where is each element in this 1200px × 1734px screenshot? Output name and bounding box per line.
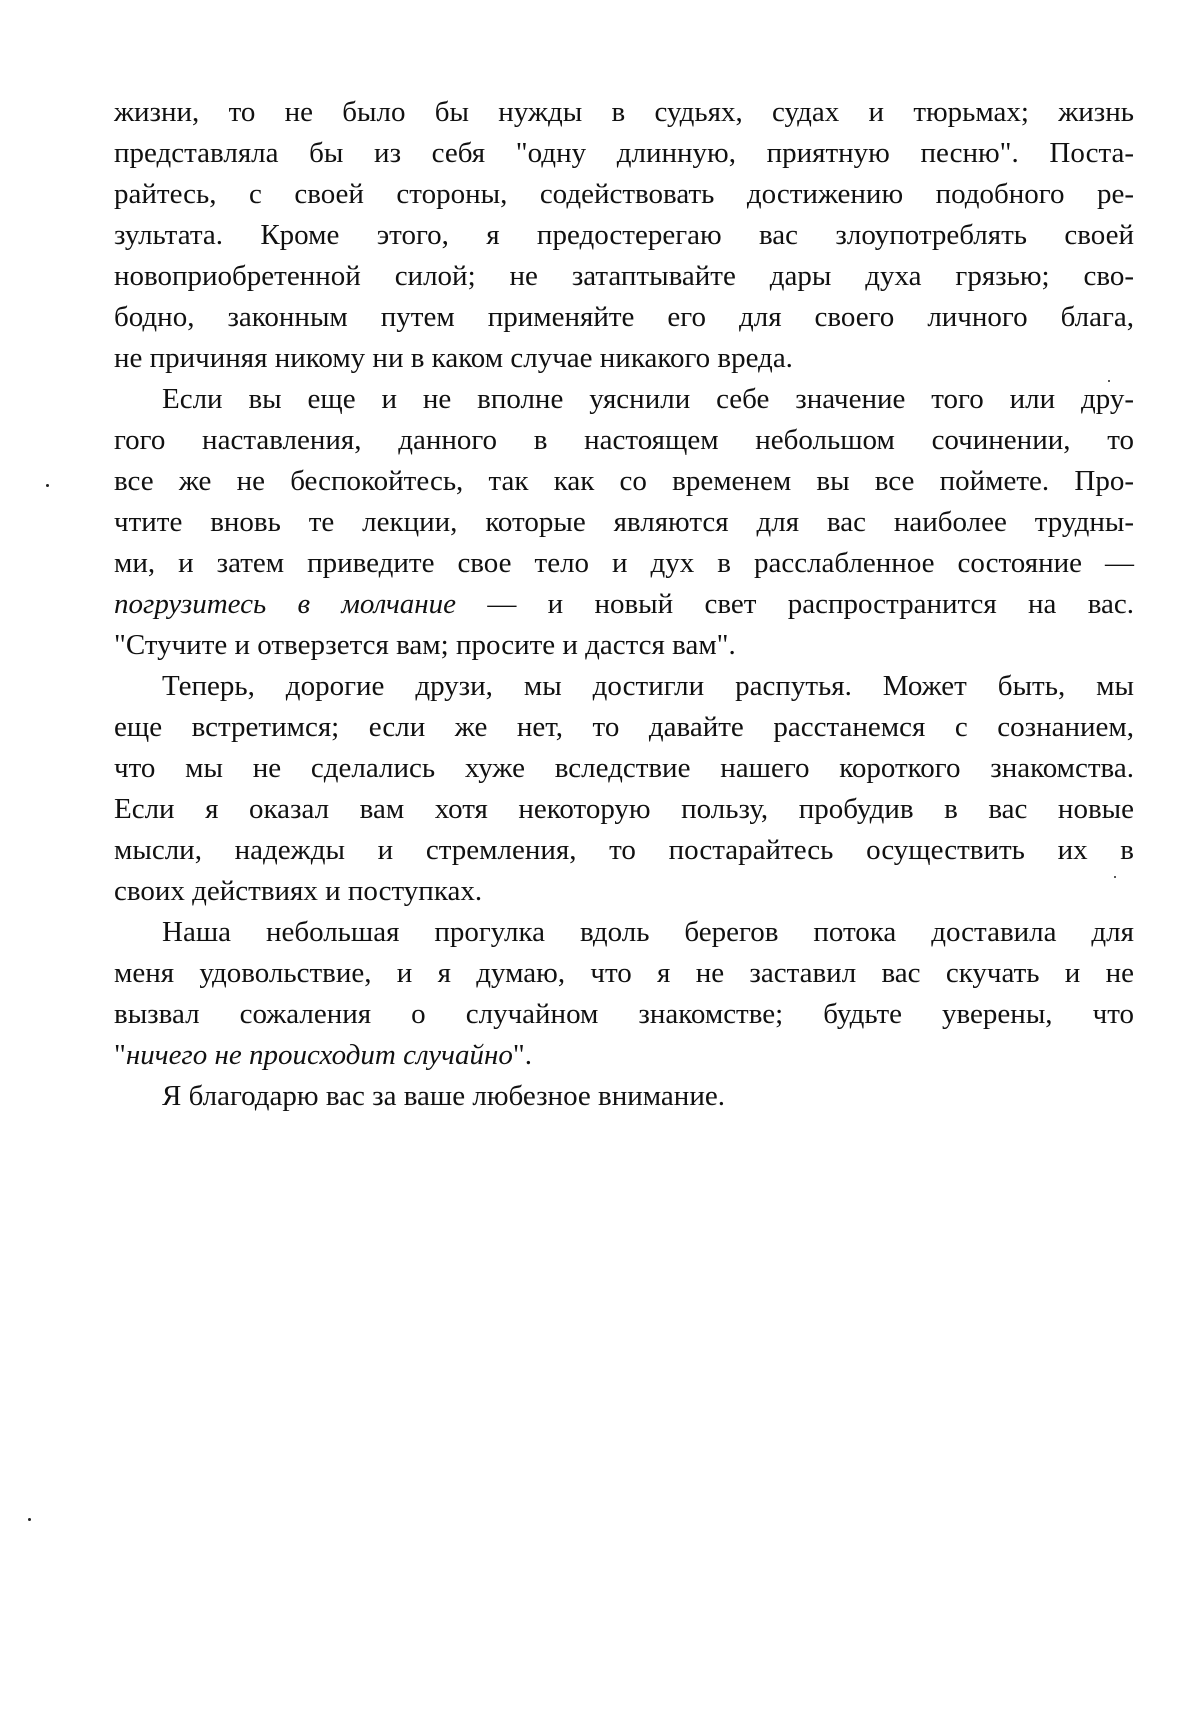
- paragraph: [114, 912, 1134, 1076]
- text-line: [114, 1035, 1134, 1076]
- text-line: [114, 379, 1134, 420]
- scan-speck: [1108, 380, 1110, 382]
- text-line: [114, 256, 1134, 297]
- text-run: представляла бы из себя "одну длинную, приятную песню". Поста-: [114, 137, 1134, 169]
- text-run: все же не беспокойтесь, так как со временем вы все поймете. Про-: [114, 465, 1134, 497]
- text-run: — и новый свет распространится на вас.: [456, 588, 1135, 620]
- scan-speck: [28, 1518, 31, 1521]
- text-run: райтесь, с своей стороны, содействовать достижению подобного ре-: [114, 178, 1134, 210]
- text-run: бодно, законным путем применяйте его для своего личного блага,: [114, 301, 1134, 333]
- scan-speck: [1114, 876, 1116, 878]
- text-run: мысли, надежды и стремления, то постарайтесь осуществить их в: [114, 834, 1134, 866]
- scan-speck: [46, 484, 49, 487]
- paragraph: [114, 1076, 1134, 1117]
- text-line: [114, 584, 1134, 625]
- text-run: гого наставления, данного в настоящем небольшом сочинении, то: [114, 424, 1134, 456]
- text-line: [114, 297, 1134, 338]
- text-run: еще встретимся; если же нет, то давайте расстанемся с сознанием,: [114, 711, 1134, 743]
- text-line: [114, 502, 1134, 543]
- text-run: меня удовольствие, и я думаю, что я не заставил вас скучать и не: [114, 957, 1134, 989]
- text-run: Я благодарю вас за ваше любезное внимание.: [162, 1080, 725, 1112]
- text-run: Если я оказал вам хотя некоторую пользу, пробудив в вас новые: [114, 793, 1134, 825]
- text-line: [114, 707, 1134, 748]
- text-run: ": [114, 1039, 126, 1071]
- italic-phrase: погрузитесь в молчание: [114, 588, 457, 620]
- text-line: [114, 748, 1134, 789]
- paragraph: [114, 379, 1134, 666]
- italic-phrase: ничего не происходит случайно: [125, 1039, 513, 1071]
- text-line: [114, 133, 1134, 174]
- text-run: чтите вновь те лекции, которые являются для вас наиболее трудны-: [114, 506, 1134, 538]
- body-text: [114, 92, 1134, 1117]
- text-line: [114, 1076, 1134, 1117]
- text-run: Если вы еще и не вполне уяснили себе значение того или дру-: [162, 383, 1134, 415]
- text-line: [114, 789, 1134, 830]
- text-run: жизни, то не было бы нужды в судьях, судах и тюрьмах; жизнь: [114, 96, 1134, 128]
- text-run: Наша небольшая прогулка вдоль берегов потока доставила для: [162, 916, 1134, 948]
- text-line: [114, 666, 1134, 707]
- paragraph: [114, 92, 1134, 379]
- text-run: своих действиях и поступках.: [114, 875, 483, 907]
- text-line: [114, 953, 1134, 994]
- text-line: [114, 338, 1134, 379]
- text-line: [114, 871, 1134, 912]
- text-line: [114, 830, 1134, 871]
- text-run: не причиняя никому ни в каком случае никакого вреда.: [114, 342, 793, 374]
- paragraph: [114, 666, 1134, 912]
- text-line: [114, 461, 1134, 502]
- text-line: [114, 625, 1134, 666]
- text-line: [114, 912, 1134, 953]
- text-run: ми, и затем приведите свое тело и дух в расслабленное состояние —: [114, 547, 1134, 579]
- text-run: что мы не сделались хуже вследствие нашего короткого знакомства.: [114, 752, 1134, 784]
- text-run: вызвал сожаления о случайном знакомстве; будьте уверены, что: [114, 998, 1134, 1030]
- text-line: [114, 420, 1134, 461]
- text-run: зультата. Кроме этого, я предостерегаю вас злоупотреблять своей: [114, 219, 1134, 251]
- text-run: ".: [512, 1039, 532, 1071]
- text-line: [114, 994, 1134, 1035]
- text-line: [114, 92, 1134, 133]
- text-line: [114, 174, 1134, 215]
- text-run: "Стучите и отверзется вам; просите и дастся вам".: [114, 629, 736, 661]
- text-run: Теперь, дорогие друзи, мы достигли распутья. Может быть, мы: [162, 670, 1134, 702]
- text-run: новоприобретенной силой; не затаптывайте дары духа грязью; сво-: [114, 260, 1134, 292]
- text-line: [114, 543, 1134, 584]
- text-line: [114, 215, 1134, 256]
